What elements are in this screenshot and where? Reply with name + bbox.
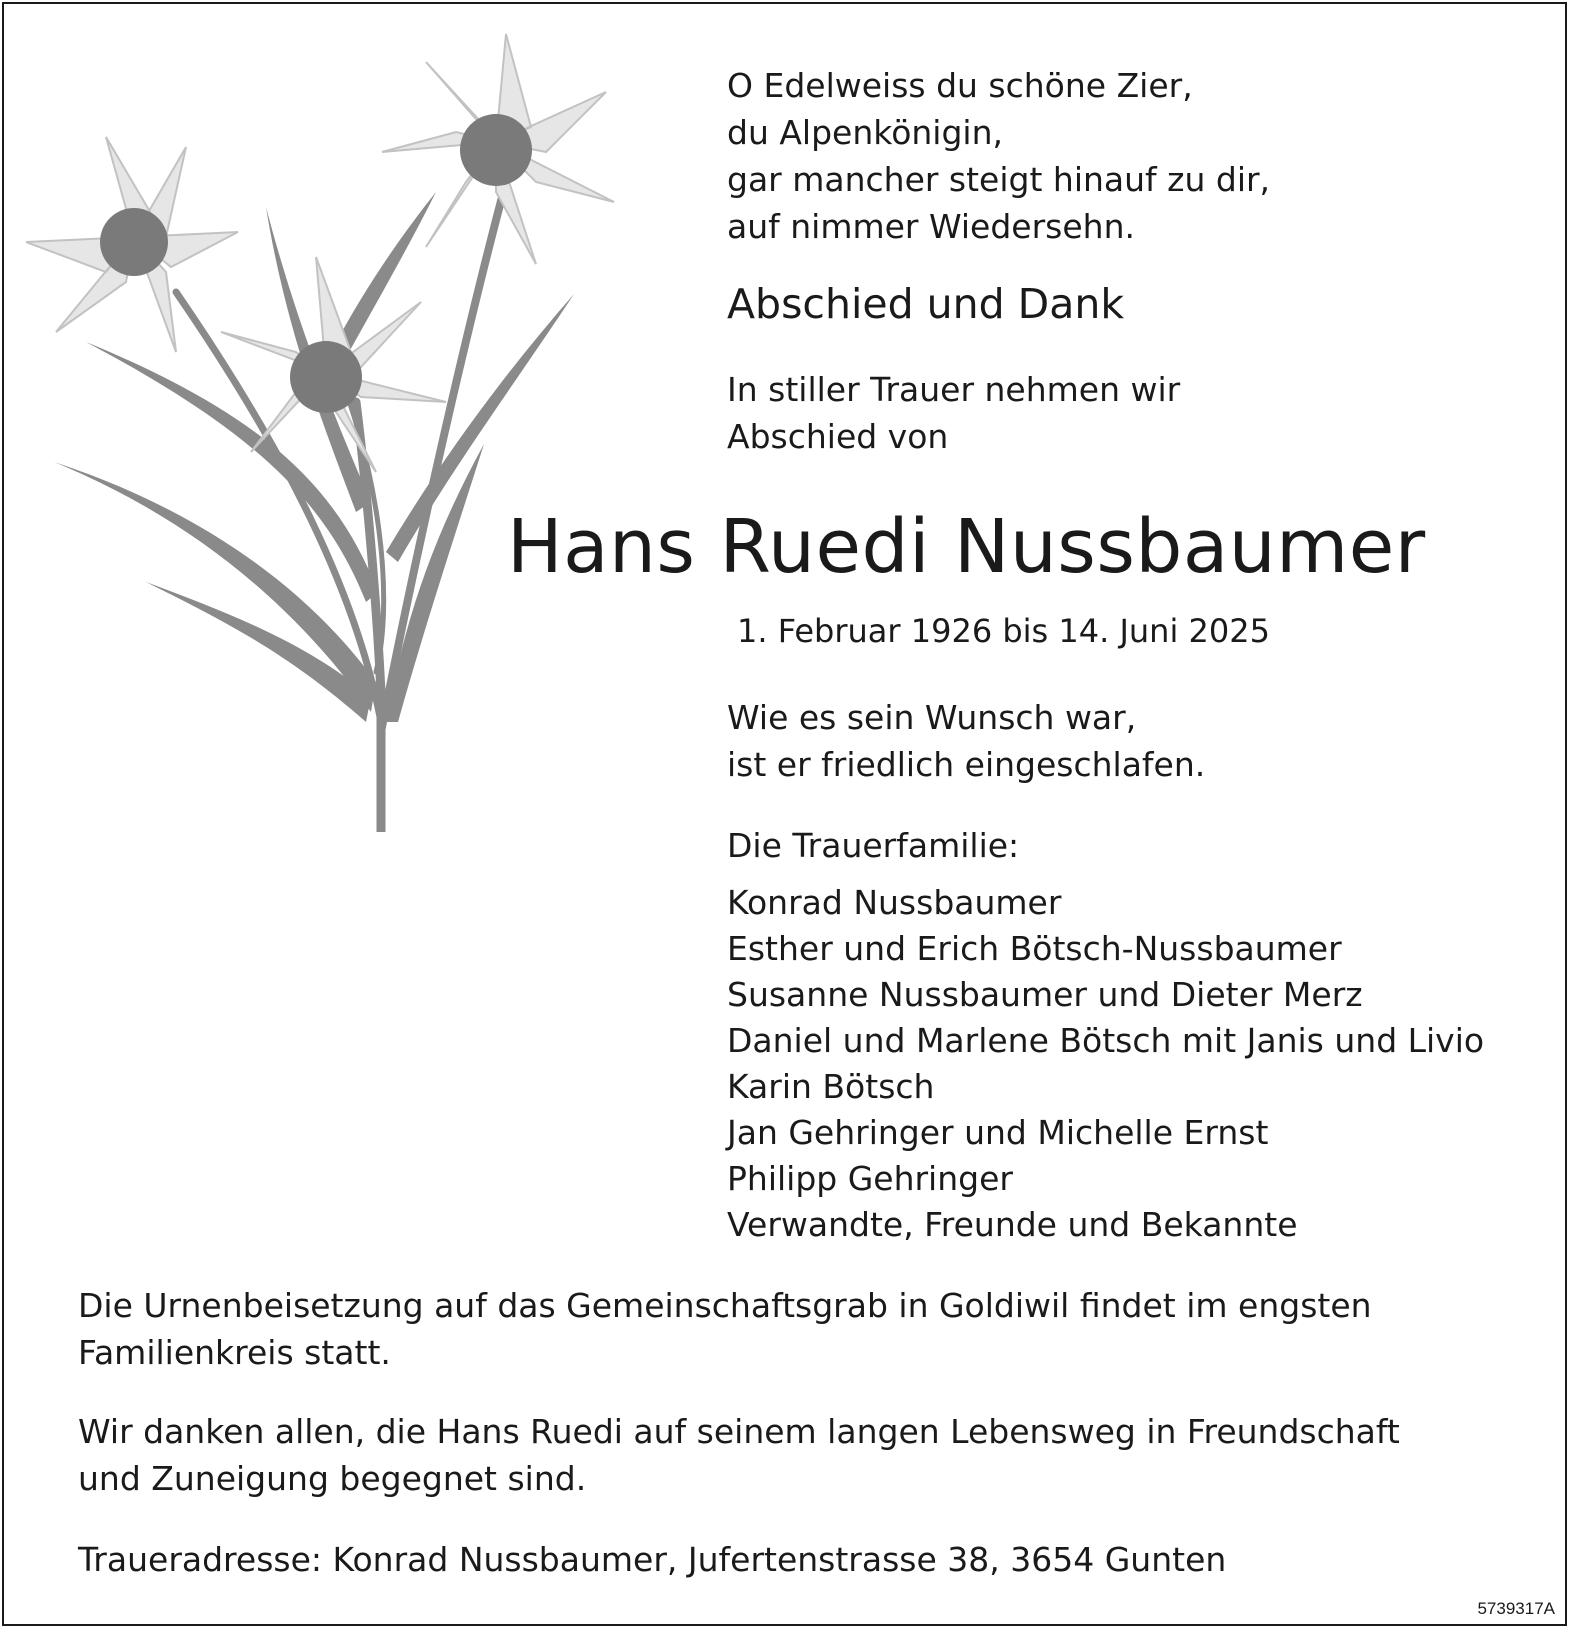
- family-member: Verwandte, Freunde und Bekannte: [727, 1205, 1298, 1244]
- wish-line: ist er friedlich eingeschlafen.: [727, 745, 1206, 784]
- wish-text: [727, 694, 1205, 788]
- family-list: [727, 880, 1484, 1248]
- poem-line: auf nimmer Wiedersehn.: [727, 207, 1135, 246]
- burial-line: Die Urnenbeisetzung auf das Gemeinschaftsgrab in Goldiwil findet im engsten: [78, 1286, 1372, 1325]
- deceased-name: Hans Ruedi Nussbaumer: [507, 504, 1426, 590]
- poem-line: gar mancher steigt hinauf zu dir,: [727, 160, 1271, 199]
- family-member: Susanne Nussbaumer und Dieter Merz: [727, 975, 1363, 1014]
- burial-line: Familienkreis statt.: [78, 1333, 391, 1372]
- wish-line: Wie es sein Wunsch war,: [727, 698, 1137, 737]
- life-dates: 1. Februar 1926 bis 14. Juni 2025: [737, 612, 1270, 650]
- heading: Abschied und Dank: [727, 280, 1125, 328]
- edelweiss-illustration: [26, 32, 646, 832]
- thanks-line: und Zuneigung begegnet sind.: [78, 1459, 587, 1498]
- family-label: Die Trauerfamilie:: [727, 826, 1020, 865]
- thanks-paragraph: [78, 1408, 1400, 1502]
- family-member: Daniel und Marlene Bötsch mit Janis und Livio: [727, 1021, 1485, 1060]
- burial-paragraph: [78, 1282, 1372, 1376]
- family-member: Konrad Nussbaumer: [727, 883, 1062, 922]
- edelweiss-bloom-top: [382, 34, 614, 264]
- poem-line: du Alpenkönigin,: [727, 113, 1003, 152]
- poem-line: O Edelweiss du schöne Zier,: [727, 66, 1193, 105]
- thanks-line: Wir danken allen, die Hans Ruedi auf seinem langen Lebensweg in Freundschaft: [78, 1412, 1400, 1451]
- obituary-notice: [2, 2, 1567, 1626]
- family-member: Karin Bötsch: [727, 1067, 935, 1106]
- edelweiss-bloom-left: [26, 137, 238, 352]
- family-member: Philipp Gehringer: [727, 1159, 1013, 1198]
- family-member: Jan Gehringer und Michelle Ernst: [727, 1113, 1269, 1152]
- poem: [727, 62, 1270, 250]
- intro-text: [727, 366, 1180, 460]
- intro-line: In stiller Trauer nehmen wir: [727, 370, 1181, 409]
- reference-number: 5739317A: [1477, 1599, 1555, 1618]
- intro-line: Abschied von: [727, 417, 949, 456]
- family-member: Esther und Erich Bötsch-Nussbaumer: [727, 929, 1342, 968]
- mourning-address: Traueradresse: Konrad Nussbaumer, Jufertenstrasse 38, 3654 Gunten: [78, 1540, 1227, 1579]
